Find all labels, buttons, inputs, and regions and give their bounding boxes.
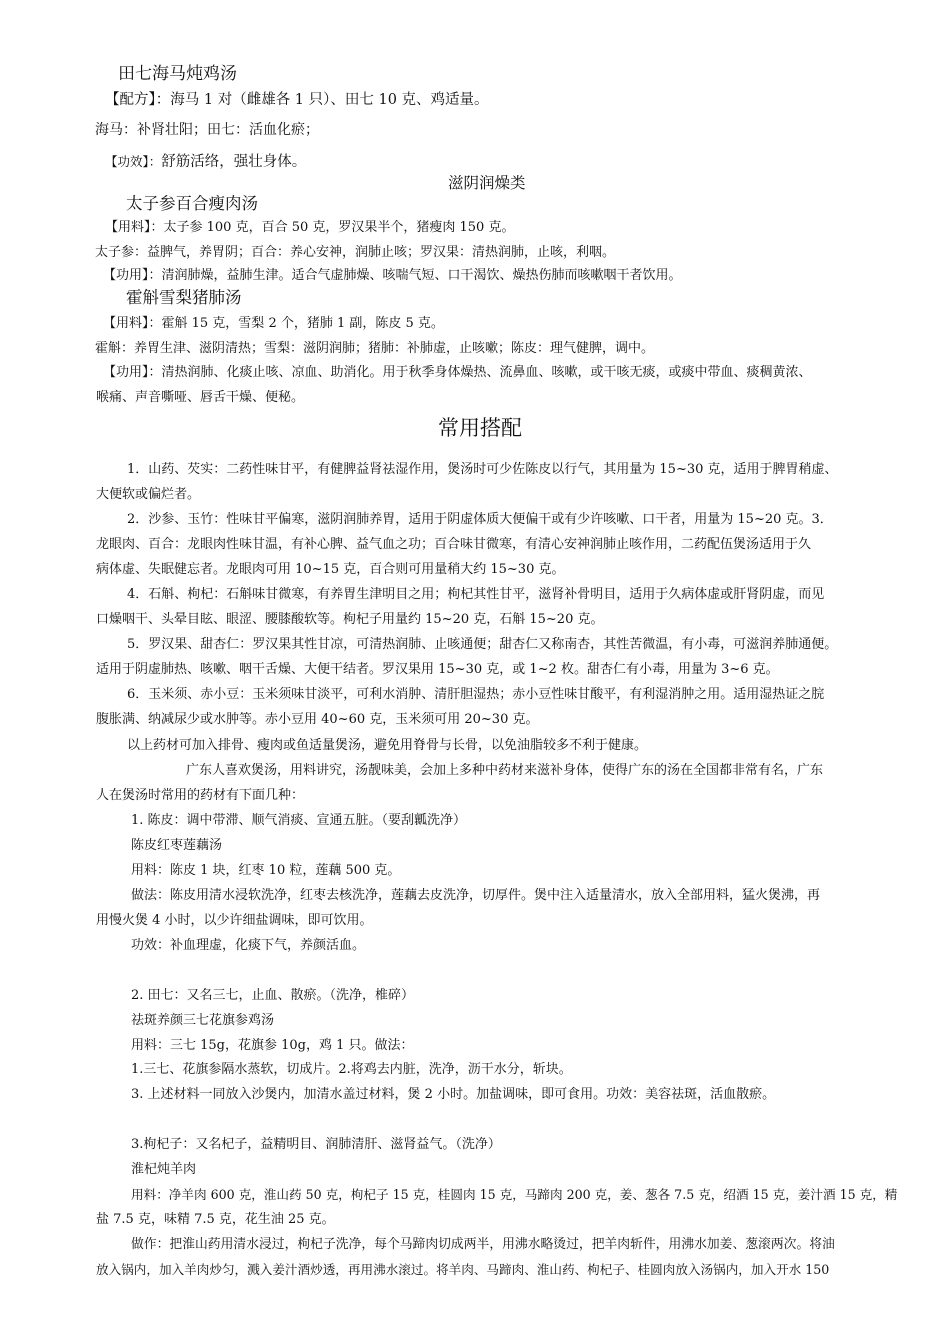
pairing-6-line2: 腹胀满、纳减尿少或水肿等。赤小豆用 40~60 克，玉米须可用 20~30 克。 [96, 712, 539, 727]
usage-huohu-line1: 【功用】：清热润肺、化痰止咳、凉血、助消化。用于秋季身体燥热、流鼻血、咳嗽，或干咳无痰，或痰中带血、痰稠黄浓、 [103, 365, 812, 380]
ingredients-huaiqi-line1: 用料：净羊肉 600 克，淮山药 50 克，枸杞子 15 克，桂圆肉 15 克，马蹄肉 200 克，姜、葱各 7.5 克，绍酒 15 克，姜汁酒 15 克，精 [131, 1187, 898, 1202]
section-heading-changyong: 常用搭配 [438, 416, 522, 440]
recipe-title-tianqi-haima: 田七海马炖鸡汤 [118, 64, 237, 84]
pairing-2-line3: 病体虚、失眠健忘者。龙眼肉可用 10~15 克，百合则可用量稍大约 15~30 克。 [96, 562, 565, 577]
pairing-1-line2: 大便软或偏烂者。 [96, 487, 201, 502]
pairing-5-line1: 5．罗汉果、甜杏仁：罗汉果其性甘凉，可清热润肺、止咳通便；甜杏仁又称南杏，其性苦微温，有小毒，可滋润养肺通便。 [127, 637, 838, 652]
herb-notes-huohu: 霍斛：养胃生津、滋阴清热；雪梨：滋阴润肺；猪肺：补肺虚，止咳嗽；陈皮：理气健脾，调中。 [95, 341, 655, 356]
steps-sanqi-3: 3. 上述材料一同放入沙煲内，加清水盖过材料，煲 2 小时。加盐调味，即可食用。功效：美容祛斑，活血散瘀。 [131, 1087, 776, 1102]
ingredients-huaiqi-line2: 盐 7.5 克，味精 7.5 克，花生油 25 克。 [96, 1212, 335, 1227]
intro-line1: 广东人喜欢煲汤，用料讲究，汤靓味美，会加上多种中药材来滋补身体，使得广东的汤在全国都非常有名，广东 [186, 763, 824, 778]
pairing-4-line1: 4．石斛、枸杞：石斛味甘微寒，有养胃生津明目之用；枸杞其性甘平，滋肾补骨明目，适用于久病体虚或肝肾阴虚，而见 [127, 587, 825, 602]
method-huaiqi-line1: 做作：把淮山药用清水浸过，枸杞子洗净，每个马蹄肉切成两半，用沸水略烫过，把羊肉斩件，用沸水加姜、葱滚两次。将油 [131, 1237, 835, 1252]
pairing-1-line1: 1．山药、芡实：二药性味甘平，有健脾益肾祛湿作用，煲汤时可少佐陈皮以行气，其用量为 15~30 克，适用于脾胃稍虚、 [127, 462, 838, 477]
pairing-2-line1: 2．沙参、玉竹：性味甘平偏寒，滋阴润肺养胃，适用于阴虚体质大便偏干或有少许咳嗽、口干者，用量为 15~20 克。3． [127, 512, 833, 527]
method-chenpi-line1: 做法：陈皮用清水浸软洗净，红枣去核洗净，莲藕去皮洗净，切厚件。煲中注入适量清水，放入全部用料，猛火煲沸，再 [131, 888, 821, 903]
pairing-6-line1: 6．玉米须、赤小豆：玉米须味甘淡平，可利水消肿、清肝胆湿热；赤小豆性味甘酸平，有利湿消肿之用。适用湿热证之脘 [127, 687, 825, 702]
recipe-title-huohu: 霍斛雪梨猪肺汤 [126, 288, 242, 307]
recipe-title-chenpi: 陈皮红枣莲藕汤 [131, 838, 223, 853]
effect-label: 【功效】： [105, 154, 162, 169]
herb-item-gouqi: 3.枸杞子：又名杞子，益精明目、润肺清肝、滋肾益气。（洗净） [131, 1137, 501, 1152]
section-heading-ziyin: 滋阴润燥类 [448, 174, 526, 192]
ingredients-chenpi: 用料：陈皮 1 块，红枣 10 粒，莲藕 500 克。 [131, 863, 401, 878]
herb-item-chenpi: 1. 陈皮：调中带滞、顺气消痰、宣通五脏。（要刮瓤洗净） [131, 813, 467, 828]
ingredients-taizishen: 【用料】：太子参 100 克，百合 50 克，罗汉果半个，猪瘦肉 150 克。 [105, 220, 515, 235]
herb-notes-taizishen: 太子参：益脾气，养胃阴；百合：养心安神，润肺止咳；罗汉果：清热润肺，止咳，利咽。 [95, 245, 616, 260]
pairing-4-line2: 口燥咽干、头晕目眩、眼涩、腰膝酸软等。枸杞子用量约 15~20 克，石斛 15~20 克。 [96, 612, 604, 627]
pairing-note: 以上药材可加入排骨、瘦肉或鱼适量煲汤，避免用脊骨与长骨，以免油脂较多不利于健康。 [127, 738, 648, 753]
recipe-title-huaiqi: 淮杞炖羊肉 [131, 1162, 197, 1177]
herb-notes: 海马：补肾壮阳；田七：活血化瘀； [95, 122, 319, 138]
effect-chenpi: 功效：补血理虚，化痰下气，养颜活血。 [131, 938, 366, 953]
steps-sanqi-1-2: 1.三七、花旗参隔水蒸软，切成片。2.将鸡去内脏，洗净，沥干水分，斩块。 [131, 1062, 572, 1077]
method-chenpi-line2: 用慢火煲 4 小时，以少许细盐调味，即可饮用。 [96, 913, 373, 928]
recipe-title-sanqi: 祛斑养颜三七花旗参鸡汤 [131, 1013, 275, 1028]
usage-huohu-line2: 喉痛、声音嘶哑、唇舌干燥、便秘。 [96, 390, 305, 405]
usage-taizishen: 【功用】：清润肺燥，益肺生津。适合气虚肺燥、咳喘气短、口干渴饮、燥热伤肺而咳嗽咽干者饮用。 [103, 268, 682, 283]
pairing-5-line2: 适用于阴虚肺热、咳嗽、咽干舌燥、大便干结者。罗汉果用 15~30 克，或 1~2 枚。甜杏仁有小毒，用量为 3~6 克。 [96, 662, 779, 677]
recipe-title-taizishen: 太子参百合瘦肉汤 [126, 194, 258, 213]
ingredients-sanqi: 用料：三七 15g，花旗参 10g，鸡 1 只。做法： [131, 1038, 414, 1053]
recipe-effect [105, 153, 306, 171]
method-huaiqi-line2: 放入锅内，加入羊肉炒匀，溅入姜汁酒炒透，再用沸水滚过。将羊肉、马蹄肉、淮山药、枸杞子、桂圆肉放入汤锅内，加入开水 150 [96, 1262, 830, 1277]
effect-text: 舒筋活络，强壮身体。 [161, 154, 307, 170]
pairing-2-line2: 龙眼肉、百合：龙眼肉性味甘温，有补心脾、益气血之功；百合味甘微寒，有清心安神润肺止咳作用，二药配伍煲汤适用于久 [96, 537, 812, 552]
herb-item-tianqi: 2. 田七：又名三七，止血、散瘀。（洗净，椎碎） [131, 988, 415, 1003]
ingredients-huohu: 【用料】：霍斛 15 克，雪梨 2 个，猪肺 1 副，陈皮 5 克。 [103, 316, 444, 331]
recipe-formula: 【配方】：海马 1 对（雌雄各 1 只）、田七 10 克、鸡适量。 [105, 92, 489, 108]
intro-line2: 人在煲汤时常用的药材有下面几种： [96, 788, 305, 803]
